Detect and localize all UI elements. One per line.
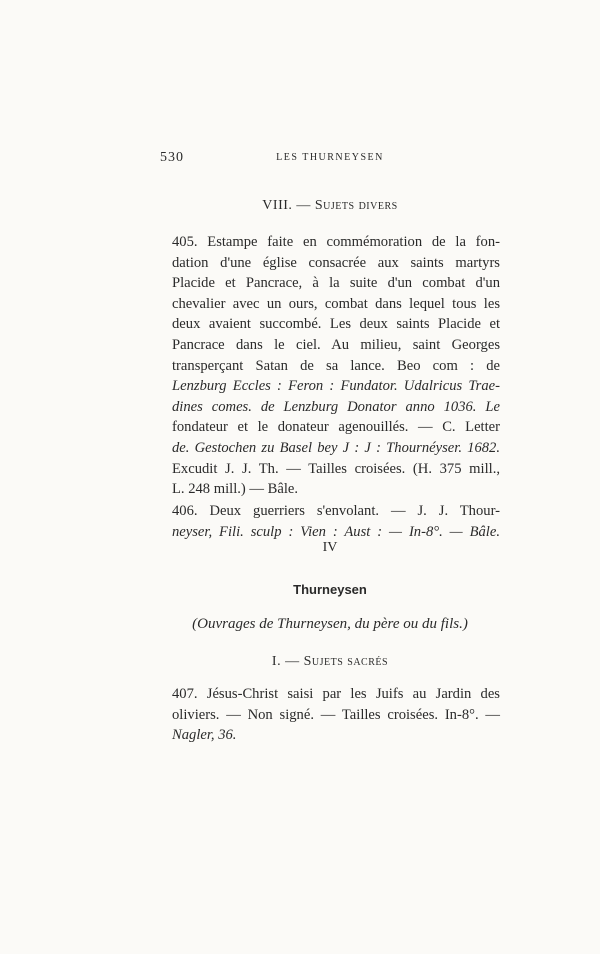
entry-line: L. 248 mill.) — Bâle.	[172, 481, 299, 498]
entry-line: chevalier avec un ours, combat dans lequel tous les	[172, 295, 500, 312]
part-numeral: IV	[322, 540, 338, 555]
entry-line: Excudit J. J. Th. — Tailles croisées. (H. 375 mill.,	[172, 460, 500, 477]
entry-line: 406. Deux guerriers s'envolant. — J. J. Thour-	[172, 503, 500, 519]
entry-line: dines comes. de Lenzburg Donator anno 1036. Le	[172, 398, 500, 415]
entry-line: neyser, Fili. sculp : Vien : Aust : — In-8°. — Bâle.	[172, 523, 500, 540]
section-heading-sujets-sacres: I. — Sujets sacrés	[271, 654, 389, 669]
page-number: 530	[160, 150, 184, 165]
entry-line: Lenzburg Eccles : Feron : Fundator. Udalricus Trae-	[172, 378, 500, 395]
catalog-entry-407	[172, 684, 500, 746]
entry-line: dation d'une église consacrée aux saints martyrs	[172, 254, 500, 271]
catalog-entry-406	[172, 501, 500, 542]
entry-line: deux avaient succombé. Les deux saints Placide et	[172, 316, 500, 333]
entry-line: 405. Estampe faite en commémoration de la fon-	[172, 234, 500, 250]
entry-line: oliviers. — Non signé. — Tailles croisées. In-8°. —	[172, 706, 500, 723]
running-title: LES THURNEYSEN	[276, 152, 384, 163]
entry-line: Pancrace dans le ciel. Au milieu, saint Georges	[172, 336, 500, 353]
part-subtitle: (Ouvrages de Thurneysen, du père ou du fils.)	[192, 616, 468, 632]
entry-line: 407. Jésus-Christ saisi par les Juifs au Jardin des	[172, 686, 500, 702]
section-heading-sujets-divers: VIII. — Sujets divers	[262, 198, 398, 213]
entry-line: Placide et Pancrace, à la suite d'un combat d'un	[172, 275, 500, 292]
entry-line: fondateur et le donateur agenouillés. — C. Letter	[172, 419, 500, 436]
catalog-entry-405	[172, 232, 500, 500]
entry-line: Nagler, 36.	[172, 727, 237, 744]
entry-line: transperçant Satan de sa lance. Beo com : de	[172, 357, 500, 374]
part-name: Thurneysen	[293, 582, 367, 597]
entry-line: de. Gestochen zu Basel bey J : J : Thournéyser. 1682.	[172, 439, 500, 456]
